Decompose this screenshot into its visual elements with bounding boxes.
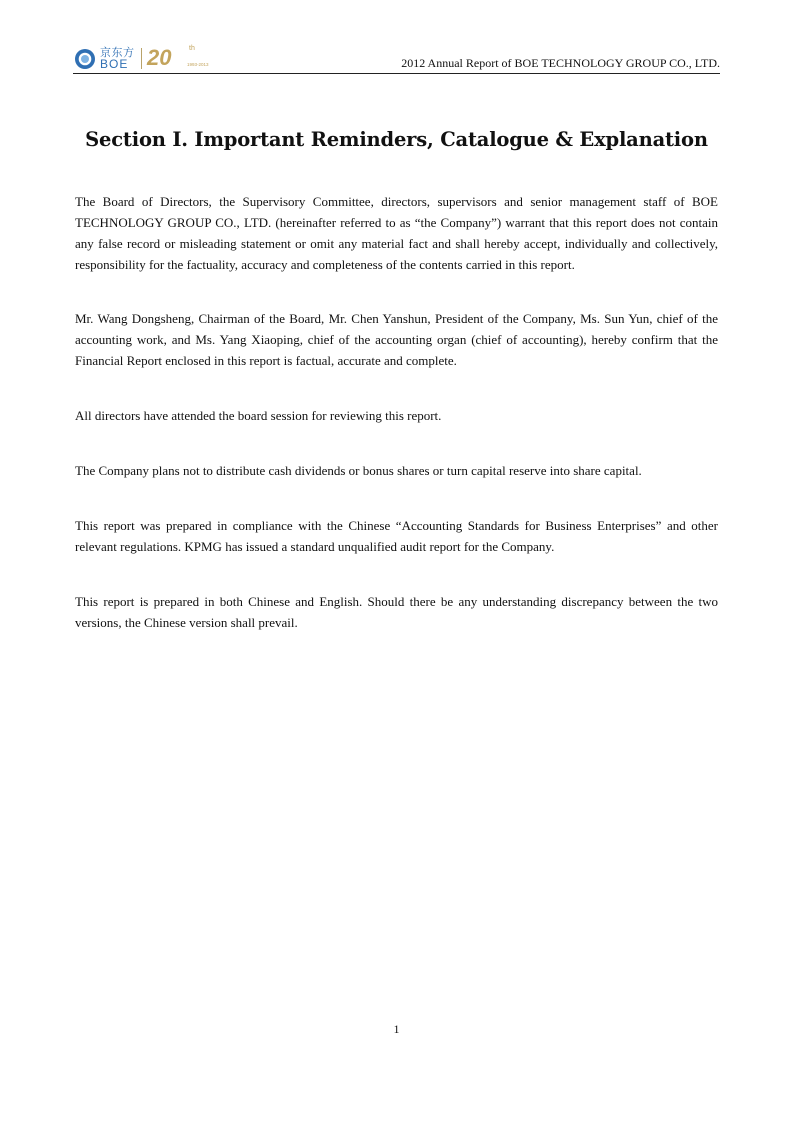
paragraph-audit-statement: This report was prepared in compliance with the Chinese “Accounting Standards for Business Enterprises” and other relevant regulations. KPMG has issued a standard unqualified audit report for the Company. [75, 518, 718, 554]
logo-company-abbr: BOE [100, 57, 129, 71]
section-body [75, 191, 718, 633]
report-title: 2012 Annual Report of BOE TECHNOLOGY GROUP CO., LTD. [401, 56, 720, 70]
logo-anniversary-years: 1993-2013 [187, 62, 209, 67]
header-divider [73, 73, 720, 74]
logo-anniversary-suffix: th [189, 45, 195, 52]
logo-divider [141, 48, 142, 69]
paragraph-dividend-plan: The Company plans not to distribute cash dividends or bonus shares or turn capital reserve into share capital. [75, 463, 642, 478]
logo-anniversary-number: 20 [147, 45, 172, 70]
page-header [73, 44, 720, 74]
paragraph-board-attendance: All directors have attended the board session for reviewing this report. [75, 408, 442, 423]
page-number: 1 [393, 1022, 400, 1036]
paragraph-financial-report-confirmation: Mr. Wang Dongsheng, Chairman of the Board, Mr. Chen Yanshun, President of the Company, Ms. Sun Yun, chief of the accounting work, and Ms. Yang Xiaoping, chief of the accounting organ (chief of accounting), hereby confirm that the Financial Report enclosed in this report is factual, accurate and complete. [75, 311, 718, 368]
paragraph-responsibility-statement: The Board of Directors, the Supervisory Committee, directors, supervisors and senior management staff of BOE TECHNOLOGY GROUP CO., LTD. (hereinafter referred to as “the Company”) warrant that this report does not contain any false record or misleading statement or omit any material fact and shall hereby accept, individually and collectively, responsibility for the factuality, accuracy and completeness of the contents carried in this report. [75, 194, 718, 272]
paragraph-language-version: This report is prepared in both Chinese and English. Should there be any understanding discrepancy between the two versions, the Chinese version shall prevail. [75, 594, 718, 630]
company-logo [73, 44, 223, 74]
boe-logo-icon [74, 48, 96, 70]
section-title: Section I. Important Reminders, Catalogue & Explanation [85, 128, 708, 151]
logo-chinese-name: 京东方 [100, 46, 135, 59]
